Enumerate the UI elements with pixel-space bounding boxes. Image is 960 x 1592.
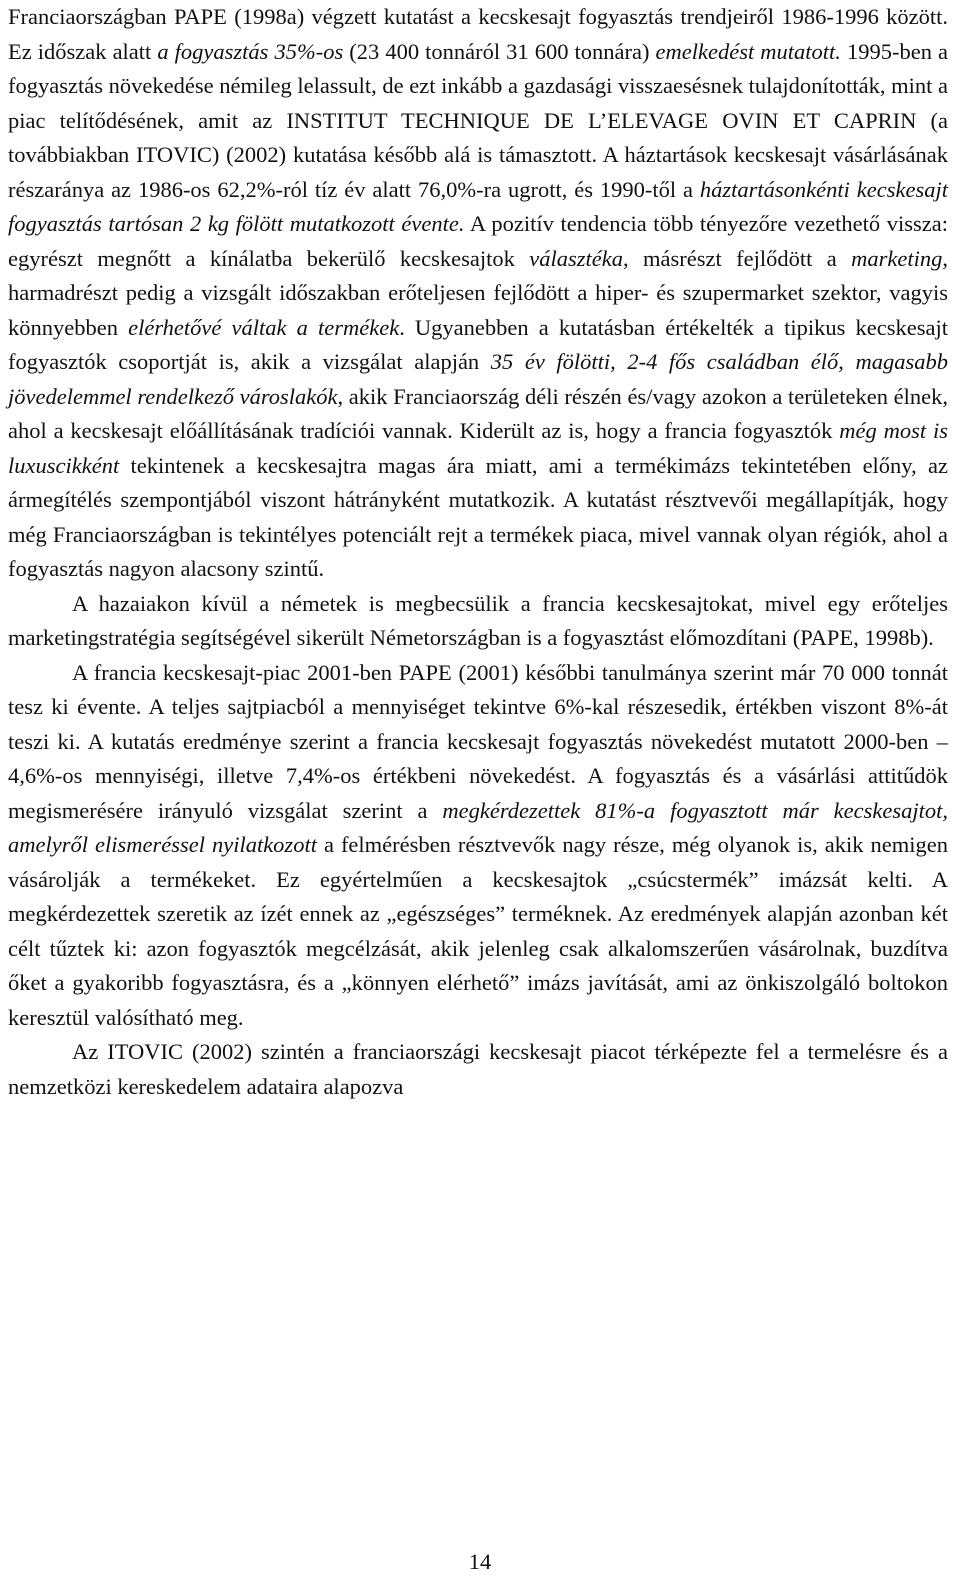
text-run: A hazaiakon kívül a németek is megbecsülik a francia kecskesajtokat, mivel egy erőteljes marketingstratégia segítségével sikerült Németországban is a fogyasztást előmozdítani (PAPE, 1998b). (8, 590, 948, 650)
italic-text-run: még most is luxuscikként (8, 418, 949, 478)
text-run: A francia kecskesajt-piac 2001-ben PAPE (2001) későbbi tanulmánya szerint már 70 000 tonnát tesz ki évente. A teljes sajtpiacból a mennyiséget tekintve 6%-kal részesedik, értékben viszont 8%-át teszi ki. A kutatás eredménye szerint a francia kecskesajt fogyasztás növekedést mutatott 2000-ben – 4,6%-os mennyiségi, illetve 7,4%-os értékbeni növekedést. A fogyasztás és a vásárlási attitűdök megismerésére irányuló vizsgálat szerint a (8, 659, 948, 823)
italic-text-run: háztartásonkénti kecskesajt fogyasztás tartósan 2 kg fölött mutatkozott évente. (8, 176, 948, 236)
text-run: , akik Franciaország déli részén és/vagy azokon a területeken élnek, ahol a kecskesajt előállításának tradíciói vannak. Kiderült az is, hogy a francia fogyasztók (8, 383, 948, 443)
body-text (8, 0, 948, 1104)
text-run: , harmadrészt pedig a vizsgált időszakban erőteljesen fejlődött a hiper- és szupermarket szektor, vagyis könnyebben (8, 245, 948, 340)
text-run: tekintenek a kecskesajtra magas ára miatt, ami a termékimázs tekintetében előny, az ármegítélés szempontjából viszont hátrányként mutatkozik. A kutatást résztvevői megállapítják, hogy még Franciaországban is tekintélyes potenciált rejt a termékek piaca, mivel vannak olyan régiók, ahol a fogyasztás nagyon alacsony szintű. (8, 452, 948, 581)
italic-text-run: a fogyasztás 35%-os (157, 38, 344, 64)
page-number: 14 (468, 1549, 492, 1574)
italic-text-run: elérhetővé váltak a termékek (128, 314, 400, 340)
text-run: Franciaországban PAPE (1998a) végzett kutatást a kecskesajt fogyasztás trendjeiről 1986-1996 között. Ez időszak alatt (8, 4, 948, 64)
italic-text-run: 35 év fölötti, 2-4 fős családban élő, magasabb jövedelemmel rendelkező városlakók (8, 349, 948, 409)
text-run: , másrészt fejlődött a (622, 245, 852, 271)
text-run: A pozitív tendencia több tényezőre vezethető vissza: egyrészt megnőtt a kínálatba bekerülő kecskesajtok (8, 211, 948, 271)
paragraph (8, 0, 948, 587)
paragraph (8, 656, 948, 1036)
text-run: a felmérésben résztvevők nagy része, még olyanok is, akik nemigen vásárolják a termékeket. Ez egyértelműen a kecskesajtok „csúcstermék” imázsát kelti. A megkérdezettek szeretik az ízét ennek az „egészséges” terméknek. Az eredmények alapján azonban két célt tűztek ki: azon fogyasztók megcélzását, akik jelenleg csak alkalomszerűen vásárolnak, buzdítva őket a gyakoribb fogyasztásra, és a „könnyen elérhető” imázs javítását, ami az önkiszolgáló boltokon keresztül valósítható meg. (8, 832, 948, 1030)
text-run: . Ugyanebben a kutatásban értékelték a tipikus kecskesajt fogyasztók csoportját is, akik a vizsgálat alapján (8, 314, 948, 374)
italic-text-run: megkérdezettek 81%-a fogyasztott már kecskesajtot, amelyről elismeréssel nyilatkozott (8, 797, 948, 857)
paragraph (8, 587, 948, 656)
paragraph (8, 1035, 948, 1104)
italic-text-run: marketing (851, 245, 943, 271)
italic-text-run: emelkedést mutatott. (655, 38, 841, 64)
italic-text-run: választéka (529, 245, 623, 271)
text-run: Az ITOVIC (2002) szintén a franciaországi kecskesajt piacot térképezte fel a termelésre és a nemzetközi kereskedelem adataira alapozva (8, 1039, 948, 1099)
text-run: 1995-ben a fogyasztás növekedése némileg lelassult, de ezt inkább a gazdasági visszaesésnek tulajdonították, mint a piac telítődésének, amit az INSTITUT TECHNIQUE DE L’ELEVAGE OVIN ET CAPRIN (a továbbiakban ITOVIC) (2002) kutatása később alá is támasztott. A háztartások kecskesajt vásárlásának részaránya az 1986-os 62,2%-ról tíz év alatt 76,0%-ra ugrott, és 1990-től a (8, 38, 948, 202)
text-run: (23 400 tonnáról 31 600 tonnára) (343, 38, 656, 64)
